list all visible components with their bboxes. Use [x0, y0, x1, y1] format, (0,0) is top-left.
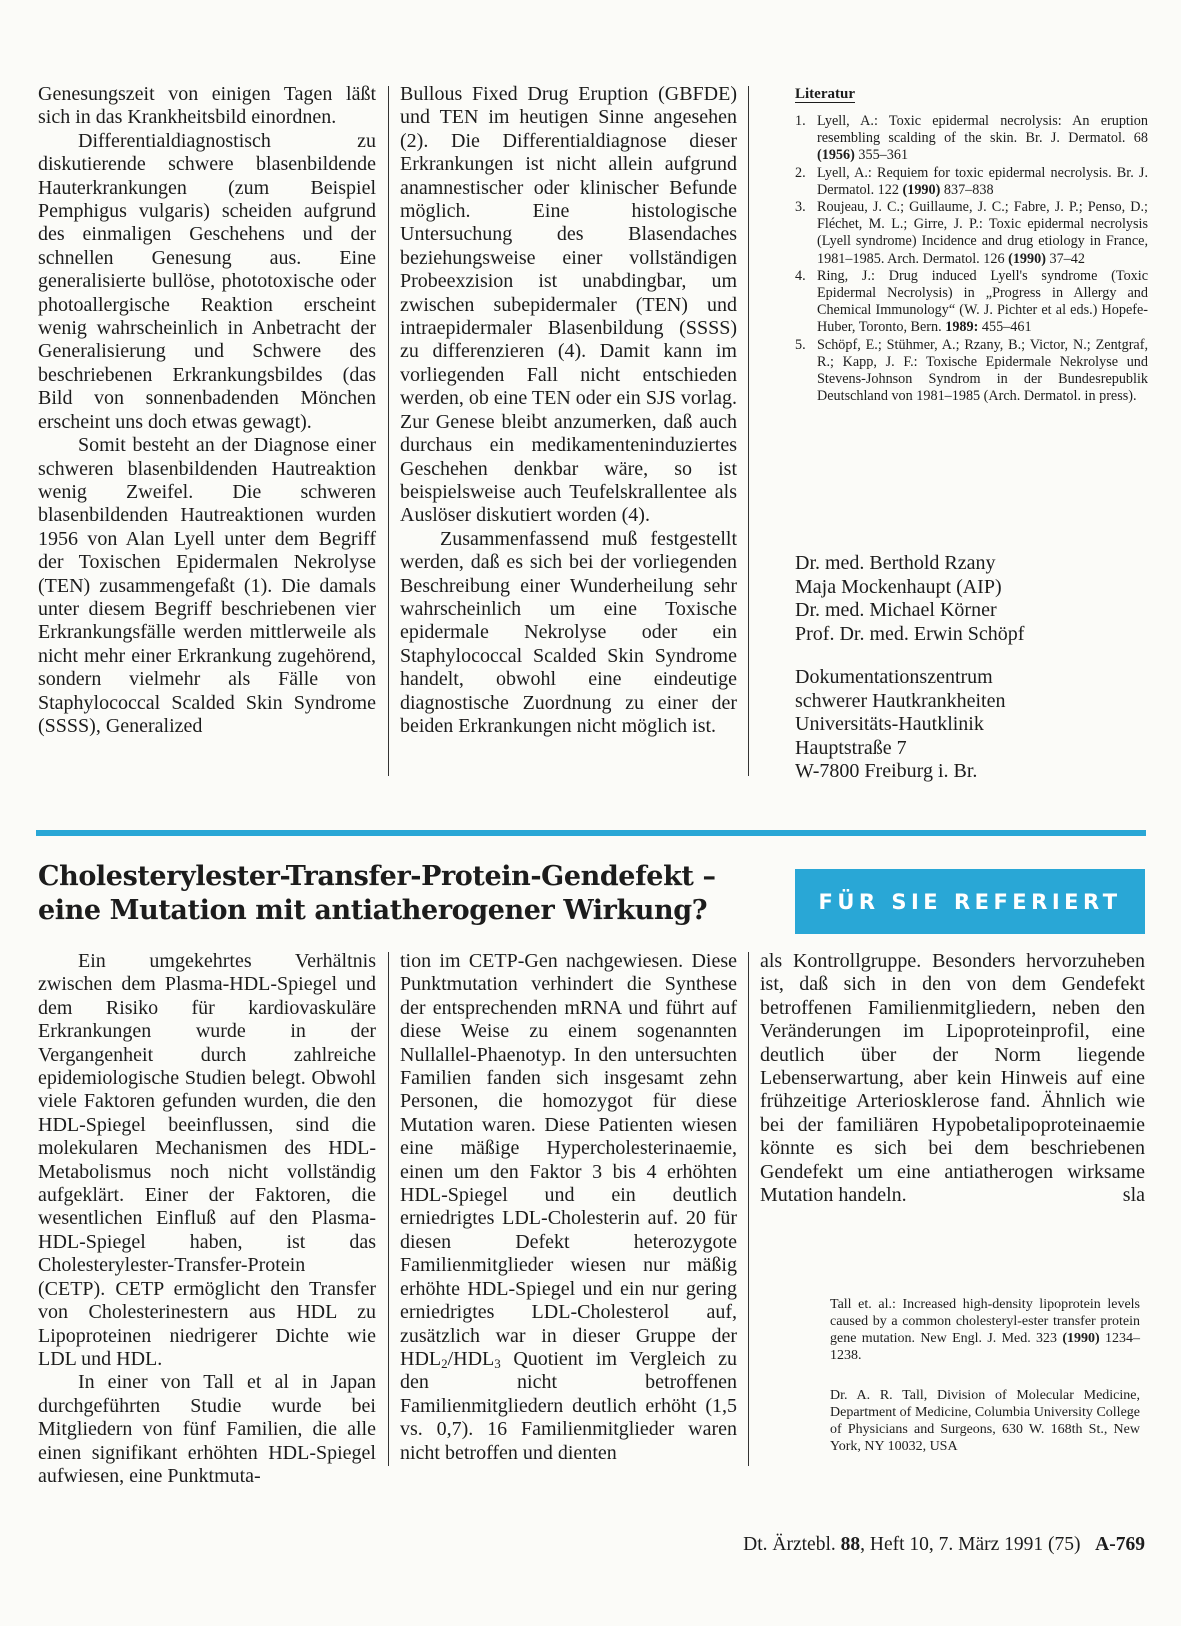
title-line: Cholesterylester-Transfer-Protein-Gendefekt –	[38, 861, 716, 892]
address-line: W-7800 Freiburg i. Br.	[795, 760, 978, 783]
author-name: Dr. med. Berthold Rzany	[795, 552, 996, 574]
paragraph: Bullous Fixed Drug Eruption (GBFDE) und TEN im heutigen Sinne angesehen (2). Die Differentialdiagnose dieser Erkrankungen ist nicht allein aufgrund anamnestischer oder klinischer Befunde möglich. Eine histologische Untersuchung des Blasendaches beziehungsweise einer vollständigen Probeexzision ist unabdingbar, um zwischen subepidermaler (TEN) und intraepidermaler Blasenbildung (SSSS) zu differenzieren (4). Damit kann im vorliegenden Fall nicht entschieden werden, ob eine TEN oder ein SJS vorlag. Zur Genese bleibt anzumerken, daß auch durchaus ein medikamenteninduziertes Geschehen denkbar wäre, so ist beispielsweise auch Teufelskrallentee als Auslöser diskutiert worden (4).	[400, 83, 737, 527]
address-block	[795, 666, 1005, 784]
reference-item: 4. Ring, J.: Drug induced Lyell's syndrome (Toxic Epidermal Necrolysis) in „Progress in Allergy and Chemical Immunology“ (W. J. Pichter et al eds.) Hopefe-Huber, Toronto, Bern. 1989: 455–461	[795, 267, 1148, 336]
address-line: schwerer Hautkrankheiten	[795, 689, 1006, 712]
author-name: Maja Mockenhaupt (AIP)	[795, 575, 1002, 598]
reference-list	[795, 113, 1148, 405]
paragraph: tion im CETP-Gen nachgewiesen. Diese Punktmutation verhindert die Synthese der entsprechenden mRNA und führt auf diese Weise zu einem sogenannten Nullallel-Phaenotyp. In den untersuchten Familien fanden sich insgesamt zehn Personen, die homozygot für diese Mutation waren. Diese Patienten wiesen eine mäßige Hypercholesterinaemie, einen um den Faktor 3 bis 4 erhöhten HDL-Spiegel und ein deutlich erniedrigtes LDL-Cholesterin auf. 20 für diesen Defekt heterozygote Familienmitglieder wiesen nur mäßig erhöhte HDL-Spiegel und ein nur gering erniedrigtes LDL-Cholesterol auf, zusätzlich war in dieser Gruppe der $HDL_2/HDL_3$ Quotient im Vergleich zu den nicht betroffenen Familienmitgliedern deutlich erhöht (1,5 vs. 0,7). 16 Familienmitglieder waren nicht betroffen und dienten	[400, 950, 737, 1464]
paragraph: In einer von Tall et al in Japan durchgeführten Studie wurde bei Mitgliedern von fünf Familien, die alle einen signifikant erhöhten HDL-Spiegel aufwiesen, eine Punktmuta-	[38, 1371, 376, 1487]
column-divider	[748, 952, 749, 1466]
reference-item: 5. Schöpf, E.; Stühmer, A.; Rzany, B.; Victor, N.; Zentgraf, R.; Kapp, J. F.: Toxische Epidermale Nekrolyse und Stevens-Johnson Syndrom in der Bundesrepublik Deutschland von 1981–1985 (Arch. Dermatol. in press).	[795, 336, 1148, 405]
top-column-2	[400, 83, 737, 738]
article-title	[38, 860, 778, 928]
top-column-1	[38, 83, 376, 738]
author-name: Dr. med. Michael Körner	[795, 599, 997, 622]
bottom-column-3	[760, 950, 1145, 1207]
paragraph: Zusammenfassend muß festgestellt werden, daß es sich bei der vorliegenden Beschreibung einer Wunderheilung sehr wahrscheinlich um eine Toxische epidermale Nekrolyse oder ein Staphylococcal Scalded Skin Syndrome handelt, obwohl eine eindeutige diagnostische Zuordnung zu einer der beiden Erkrankungen nicht möglich ist.	[400, 527, 737, 737]
bottom-column-1	[38, 950, 376, 1488]
reference-item: 3. Roujeau, J. C.; Guillaume, J. C.; Fabre, J. P.; Penso, D.; Fléchet, M. L.; Girre, J. P.: Toxic epidermal necrolysis (Lyell syndrome) Incidence and drug etiology in France, 1981–1985. Arch. Dermatol. 126 (1990) 37–42	[795, 199, 1148, 267]
paragraph: als Kontrollgruppe. Besonders hervorzuheben ist, daß sich in den von dem Gendefekt betroffenen Familienmitgliedern, neben den Veränderungen im Lipoproteinprofil, eine deutlich über der Norm liegende Lebenserwartung, aber kein Hinweis auf eine frühzeitige Arteriosklerose fand. Ähnlich wie bei der familiären Hypobetalipoproteinaemie könnte es sich bei dem beschriebenen Gendefekt um eine antiatherogen wirksame Mutation handeln. sla	[760, 950, 1145, 1207]
column-divider	[388, 86, 389, 776]
section-divider	[36, 830, 1146, 836]
author-address: Dr. A. R. Tall, Division of Molecular Medicine, Department of Medicine, Columbia University College of Physicians and Surgeons, 630 W. 168th St., New York, NY 10032, USA	[830, 1388, 1140, 1454]
paragraph: Genesungszeit von einigen Tagen läßt sich in das Krankheitsbild einordnen.	[38, 83, 376, 129]
address-line: Hauptstraße 7	[795, 736, 907, 759]
authors-block	[795, 552, 1024, 646]
paragraph: Ein umgekehrtes Verhältnis zwischen dem Plasma-HDL-Spiegel und dem Risiko für kardiovaskuläre Erkrankungen wurde in der Vergangenheit durch zahlreiche epidemiologische Studien belegt. Obwohl viele Faktoren gefunden wurden, die den HDL-Spiegel beeinflussen, sind die molekularen Mechanismen des HDL-Metabolismus noch nicht vollständig aufgeklärt. Einer der Faktoren, die wesentlichen Einfluß auf den Plasma-HDL-Spiegel haben, ist das Cholesterylester-Transfer-Protein (CETP). CETP ermöglicht den Transfer von Cholesterinestern aus HDL zu Lipoproteinen niedrigerer Dichte wie LDL und HDL.	[38, 950, 376, 1370]
address-line: Dokumentationszentrum	[795, 666, 993, 688]
paragraph: Differentialdiagnostisch zu diskutierende schwere blasenbildende Hauterkrankungen (zum Beispiel Pemphigus vulgaris) scheiden aufgrund des einmaligen Geschehens und der schnellen Genesung aus. Eine generalisierte bullöse, phototoxische oder photoallergische Reaktion erscheint wenig wahrscheinlich in Anbetracht der Generalisierung und Schwere des beschriebenen Erkrankungsbildes (das Bild von sonnenbadenden Mönchen erscheint uns doch etwas gewagt).	[38, 129, 376, 433]
source-reference: Tall et. al.: Increased high-density lipoprotein levels caused by a common cholesteryl-ester transfer protein gene mutation. New Engl. J. Med. 323 (1990) 1234–1238.	[830, 1297, 1141, 1363]
page-footer: Dt. Ärztebl. 88, Heft 10, 7. März 1991 (75) A-769	[743, 1534, 1145, 1555]
title-line: eine Mutation mit antiatherogener Wirkung?	[38, 895, 708, 926]
reference-item: 2. Lyell, A.: Requiem for toxic epidermal necrolysis. Br. J. Dermatol. 122 (1990) 837–838	[795, 164, 1148, 198]
section-badge: FÜR SIE REFERIERT	[795, 869, 1145, 934]
paragraph: Somit besteht an der Diagnose einer schweren blasenbildenden Hautreaktion wenig Zweifel. Die schweren blasenbildenden Hautreaktionen wurden 1956 von Alan Lyell unter dem Begriff der Toxischen Epidermalen Nekrolyse (TEN) zusammengefaßt (1). Die damals unter diesem Begriff beschriebenen vier Erkrankungsfälle werden mittlerweile als nicht mehr einer Erkrankung zugehörend, sondern vielmehr als Fälle von Staphylococcal Scalded Skin Syndrome (SSSS), Generalized	[38, 434, 376, 737]
column-divider	[388, 952, 389, 1466]
literatur-heading: Literatur	[795, 86, 855, 102]
column-divider	[748, 86, 749, 776]
address-line: Universitäts-Hautklinik	[795, 713, 984, 736]
reference-item: 1. Lyell, A.: Toxic epidermal necrolysis: An eruption resembling scalding of the skin. Br. J. Dermatol. 68 (1956) 355–361	[795, 113, 1148, 164]
author-signature: sla	[1122, 1184, 1145, 1207]
bottom-column-2	[400, 950, 737, 1465]
page-number: A-769	[1095, 1534, 1145, 1555]
author-name: Prof. Dr. med. Erwin Schöpf	[795, 622, 1025, 645]
